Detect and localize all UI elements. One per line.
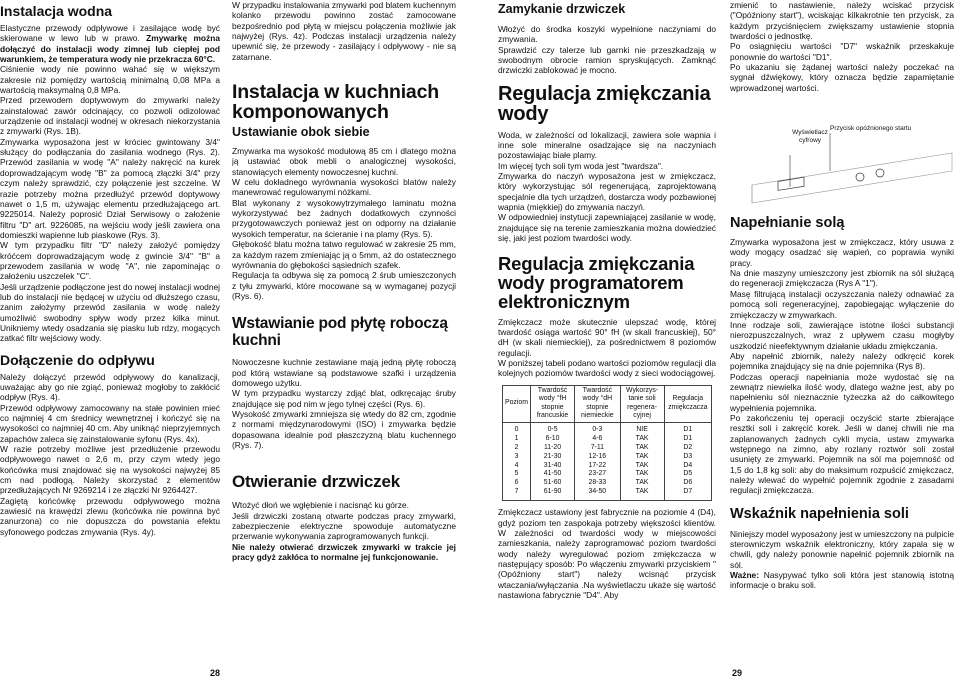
heading-water-softening: Regulacja zmiękczania wody — [498, 82, 711, 125]
subheading-side-by-side: Ustawianie obok siebie — [232, 125, 370, 140]
heading-water-installation: Instalacja wodna — [0, 3, 113, 19]
table-header-cell: Wykorzys-tanie soli regenera-cyjnej — [620, 385, 664, 422]
salt-column: NIE TAK TAK TAK TAK TAK TAK TAK — [620, 422, 664, 500]
heading-salt-filling: Napełnianie solą — [730, 215, 845, 232]
paragraph: Przewód odpływowy zamocowany na stałe powinien mieć co najmniej 4 cm średnicy wewnętrznej i kończyć się na wysokości co najmniej 40 cm. Aby uniknąć nieprzyjemnych zapachów zaleca się zainstalowanie syfonu (Rys. 4x). — [0, 402, 220, 444]
table-row — [503, 422, 712, 500]
paragraph: Im więcej tych soli tym woda jest "twardsza". — [498, 160, 664, 171]
paragraph: Włożyć do środka koszyki wypełnione naczyniami do zmywania. — [498, 24, 716, 45]
table-header-cell: Twardość wody °fH stopnie francuskie — [530, 385, 574, 422]
paragraph: W razie potrzeby możliwe jest przedłużenie przewodu odpływowego nawet o 2,6 m, przy czym wtedy jego końcówka musi znajdować się na wysokości najwyżej 85 cm nad podłogą. Należy skorzystać z elementów przedłużających Nr 9269214 i ze złączki Nr 9264427. — [0, 444, 220, 496]
paragraph: Woda, w zależności od lokalizacji, zawiera sole wapnia i inne sole mineralne osadzające się na naczyniach pozostawiając białe plamy. — [498, 129, 716, 161]
paragraph: Sprawdzić czy talerze lub garnki nie przeszkadzają w swobodnym obrocie ramion spryskujących. Zamknąć drzwiczki zablokować je mocno. — [498, 44, 716, 76]
paragraph: Ciśnienie wody nie powinno wahać się w większym zakresie niż pomiędzy wartością minimalną 0,08 MPa a wartością maksymalną 0,8 MPa. — [0, 64, 220, 96]
paragraph: Zmywarka wyposażona jest w króciec gwintowany 3/4" służący do podłączania do zasilania wodnego (Rys. 2). Przewód zasilania w wodę "A" należy nakręcić na kurek doprowadzającym wodę "B" za pomocą złączki 3/4" przy czym należy sprawdzić, czy połączenie jest szczelne. W razie potrzeby można przedłużyć przewód doptywowy nawet o 1,5 m, używając elementu przedłużającego art. 9225014. Należy poprosić Dział Serwisowy o założenie filtru "D" art. 9226085, na wejściu wody jeśli zawiera ona domieszki wapienne lub piaskowe (Rys. 3). — [0, 136, 220, 240]
heading-electronic-softening: Regulacja zmiękczania wody programatorem elektronicznym — [498, 252, 695, 312]
table-header-cell: Regulacja zmiękczacza — [664, 385, 711, 422]
paragraph: Inne rodzaje soli, zawierające istotne ilości substancji nierozpuszczalnych, wraz z upływem czasu mogłyby uszkodzić nieefektywnym działanie układu zmiękczania. — [730, 319, 954, 351]
paragraph: Masę filtrującą instalacji oczyszczania należy odnawiać za pomocą soli regeneracyjnej, zapobiegając wyłączenie do zmiękczaczy w zmywarkach. — [730, 288, 954, 320]
digital-display-icon — [778, 177, 804, 190]
hardness-table — [502, 385, 712, 502]
paragraph: Zmywarka ma wysokość modułową 85 cm i dlatego można ją ustawiać obok mebli o analogicznej wysokości, stanowiących elementy nowoczesnej kuchni. — [232, 146, 456, 177]
page-right-column-2 — [730, 0, 954, 681]
page-number-right: 29 — [732, 668, 743, 678]
control-panel-illustration — [730, 93, 954, 215]
paragraph: Zmywarka do naczyń wyposażona jest w zmiękczacz, który wykorzystując sól regenerującą, zaprojektowaną specjalnie dla tych urządzeń, dostarcza wody pozbawionej wapnia (miękkiej) do zmywania naczyń. — [498, 171, 716, 213]
paragraph: W tym przypadku filtr "D" należy założyć pomiędzy króćcem doprowadzającym wodę z gwincie 3/4" "B" a przewodem zasilania w wodę "A", nie zapominając o założeniu uszczelek "C". — [0, 240, 220, 282]
paragraph: Regulacja ta odbywa się za pomocą 2 śrub umieszczonych z tyłu zmywarki, które mocowane są w wymaganej pozycji (Rys. 6). — [232, 270, 456, 301]
paragraph: Wysokość zmywarki zmniejsza się wtedy do 82 cm, zgodnie z normami międzynarodowymi (ISO) i zmywarka będzie dopasowana idealnie pod płaszczyzną blatu kuchennego (Rys. 7). — [232, 408, 456, 450]
paragraph: Zmiękczacz może skutecznie ulepszać wodę, której twardość osiąga wartość 90° fH (w skali francuskiej), 50° dH (w skali niemieckiej), za pośrednictwem 8 poziomów regulacji. — [498, 316, 716, 358]
paragraph: W odpowiedniej instytucji zapewniającej zasilanie w wodę, znajdujące się na terenie zamieszkania można dowiedzieć się, jaki jest poziom twardości wody. — [498, 212, 716, 244]
paragraph: Nowoczesne kuchnie zestawiane mają jedną płytę roboczą pod którą wstawiane są podstawowe szafki i urządzenia domowego użytku. — [232, 357, 456, 388]
paragraph: Po ukazaniu się żądanej wartości należy poczekać na sygnał dźwiękowy, który oznacza będzie zapamiętanie wprowadzonej wartości. — [730, 62, 954, 93]
paragraph: Głębokość blatu można tatwo regulować w zakresie 25 mm, za każdym razem zmieniając ją o 5mm, aż do ostatecznego wyrównania do głębokości sąsiednich szafek. — [232, 239, 456, 270]
heading-built-in-kitchens: Instalacja w kuchniach komponowanych — [232, 81, 439, 124]
paragraph: Jeśli urządzenie podłączone jest do nowej instalacji wodnej lub do instalacji nie będącej w użyciu od dłuższego czasu, zanim założymy przewód zasilania w wodę należy umożliwić swobodny spływ wody przez kilka minut. Unikniemy wtedy osadzania się piasku lub rdzy, mogących zatkać filtr wejściowy wody. — [0, 281, 220, 344]
regulation-column: D1 D1 D2 D3 D4 D5 D6 D7 — [664, 422, 711, 500]
page-left-column-2 — [232, 0, 456, 681]
paragraph-important: Ważne: Nasypywać tylko soli która jest stanowią istotną informacje o braku soli. — [730, 570, 954, 591]
paragraph-warning: Nie należy otwierać drzwiczek zmywarki w trakcie jej pracy gdyż zakłóca to normalne jej funkcjonowanie. — [232, 541, 456, 563]
heading-drain-connection: Dołączenie do odpływu — [0, 351, 155, 368]
button-label: Przycisk opóźnionego startu — [830, 125, 912, 133]
page-number-left: 28 — [210, 668, 221, 678]
paragraph: Należy dołączyć przewód odpływowy do kanalizacji, uważając aby go nie zgiąć, ponieważ mogłoby to zakłócić odpływ (Rys. 4). — [0, 371, 220, 403]
paragraph: Przed przewodem doptywowym do zmywarki należy zainstalować zawór odcinający, co pozwoli odizolować urządzenie od instalacji wodnej w okresach niekorzystania z zmywarki (Rys. 1B). — [0, 95, 220, 137]
spacer — [232, 62, 456, 82]
table-header-row — [503, 385, 712, 422]
heading-salt-indicator: Wskaźnik napełnienia soli — [730, 505, 909, 522]
paragraph: Podczas operacji napełniania może wydostać się na zewnątrz niewielka ilość wody, dlatego ważne jest, aby po napełnieniu sól nieznacznie tyżeczka aż do całkowitego wypełnienia pojemnika. — [730, 371, 954, 413]
paragraph: W przypadku instalowania zmywarki pod blatem kuchennym kolanko przewodu powinno zostać zamocowane bezpośrednio pod płytą w miejscu połączenia możliwie jak najwyżej (Rys. 4z). Podczas instalacji urządzenia należy upewnić się, że przewody - zasilający i odpływowy - nie są zatarnane. — [232, 0, 456, 62]
heading-opening-door: Otwieranie drzwiczek — [232, 472, 400, 492]
paragraph: Na dnie maszyny umieszczony jest zbiornik na sól służącą do regeneracji zmiękczacza (Rys A "1"). — [730, 268, 954, 289]
paragraph: W tym przypadku wystarczy zdjąć blat, odkręcając śruby znajdujące się pod nim w jego tylnej części (Rys. 6). — [232, 388, 456, 409]
paragraph: Zmiękczacz ustawiony jest fabrycznie na poziomie 4 (D4), gdyż poziom ten zaspokaja potrzeby większości klientów. W zależności od twardości wody w miejscowości zamieszkania, należy zaprogramować poziom twardości wody należy wyregulować poziom zmiękczacza w następujący sposób: Po włączeniu zmywarki przyciskiem "(Opóźniony start") należy wcisnąć przycisk wtaczania/wyłączania .Na wyświetlaczu ukaże się wartość nastawiona fabrycznie "D4". Aby — [498, 507, 716, 600]
paragraph: Zagiętą końcówkę przewodu odpływowego można zawiesić na krawędzi zlewu (końcówka nie powinna być zanurzona) co nie dopuszcza do powstania efektu syfonowego podczas zmywania (Rys. 4y). — [0, 495, 220, 537]
paragraph: Niniejszy model wyposażony jest w umieszczony na pulpicie sterowniczym wskaźnik elektroniczny, który zapala się w chwili, gdy należy ponownie napełnić pojemnik zbiornik na sól. — [730, 528, 954, 570]
paragraph: Zmywarka wyposażona jest w zmiękczacz, który usuwa z wody mogący osadzać się wapień, co poprawia wyniki pracy. — [730, 237, 954, 268]
table-header-cell: Poziom — [503, 385, 531, 422]
table-header-cell: Twardość wody °dH stopnie niemieckie — [575, 385, 620, 422]
paragraph: Elastyczne przewody odpływowe i zasilające wodę być skierowane w lewo lub w prawo. Zmywarkę można dołączyć do instalacji wody zimnej lub ciepłej pod warunkiem, że temperatura wody nie przekracza 60°C. — [0, 23, 220, 65]
heading-under-worktop: Wstawianie pod płytę roboczą kuchni — [232, 315, 448, 350]
control-panel-figure — [730, 93, 954, 215]
paragraph: Aby napełnić zbiornik, należy należy odkręcić korek pojemnika znajdujący się na dnie pojemnika (Rys 8). — [730, 350, 954, 372]
delay-start-button-icon — [856, 169, 884, 181]
heading-closing-door: Zamykanie drzwiczek — [498, 2, 626, 16]
paragraph: Wtożyć dłoń we wgłębienie i nacisnąć ku górze. — [232, 500, 409, 511]
display-label: Wyświetlacz cyfrowy — [792, 129, 828, 145]
level-column: 0 1 2 3 4 5 6 7 — [503, 422, 531, 500]
dh-column: 0-3 4-6 7-11 12-16 17-22 23-27 28-33 34-50 — [575, 422, 620, 500]
fh-column: 0-5 6-10 11-20 21-30 31-40 41-50 51-60 61-90 — [530, 422, 574, 500]
paragraph: Blat wykonany z wysokowytrzymałego laminatu można wykorzystywać bez żadnych dodatkowych czynności przygotowawczych ponieważ jest on odporny na działanie wysokich temperatur, na ścieranie i na plamy (Rys. 5). — [232, 197, 456, 239]
page-left-column-1 — [0, 0, 220, 681]
paragraph: W poniższej tabeli podano wartości poziomów regulacji dla kolejnych poziomów twardości wody z sieci wodociągowej. — [498, 357, 716, 379]
panel-outline — [752, 153, 952, 203]
page-right-column-1 — [498, 0, 716, 681]
paragraph: zmienić to nastawienie, należy wciskać przycisk ("Opóźniony start"), wciskając kilkakrotnie ten przycisk, za każdym przyciśnięciem zwiększamy ustawienie stopnia twardości o jednostkę. — [730, 0, 954, 42]
paragraph: Po zakończeniu tej operacji oczyścić starte zbierające resztki soli i zakręcić korek. Jeśli w danej chwili nie ma zaplanowanych żadnych cykli mycia, ustaw zmywarka wstępnego na zimno, aby rozlany roztwór soli został usunięty ze zmywarki. Pojemnik na sól ma pojemność od 1,5 do 1,8 kg soli: aby do maksimum rozpuścić zmiękczacz, należy wlewać do wypełnić pojemnik zgodnie z zasadami regulacji zmiękczacza. — [730, 412, 954, 496]
paragraph: Po osiągnięciu wartości "D7" wskaźnik przeskakuje ponownie do wartości "D1". — [730, 41, 954, 62]
paragraph: W celu dokładnego wyrównania wysokości blatów należy manewrować regulowanymi nóżkami. — [232, 177, 456, 198]
paragraph: Jeśli drzwiczki zostaną otwarte podczas pracy zmywarki, zabezpieczenie elektryczne spowoduje automatyczne przerwanie wykonywania zaprogramowanych funkcji. — [232, 510, 456, 542]
